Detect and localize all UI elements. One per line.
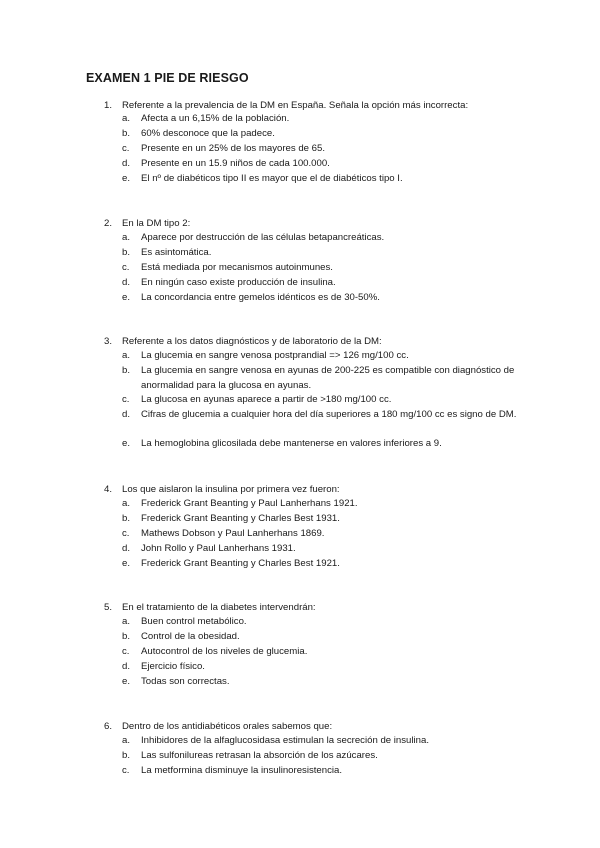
option-text: El nº de diabéticos tipo II es mayor que el de diabéticos tipo I. [141,173,403,184]
option-text: La metformina disminuye la insulinoresistencia. [141,765,343,776]
option-text: Frederick Grant Beanting y Paul Lanherhans 1921. [141,498,358,509]
option-letter: b. [122,365,131,376]
option-text: En ningún caso existe producción de insulina. [141,277,336,288]
option-letter: b. [122,128,131,139]
option-text: Cifras de glucemia a cualquier hora del día superiores a 180 mg/100 cc es signo de DM. [141,409,517,420]
question-number: 1. [104,100,113,111]
option-letter: e. [122,676,131,687]
option-text: Inhibidores de la alfaglucosidasa estimulan la secreción de insulina. [141,735,429,746]
option-letter: c. [122,528,130,539]
option-letter: b. [122,750,131,761]
option-letter: e. [122,173,131,184]
option-text: Aparece por destrucción de las células betapancreáticas. [141,232,385,243]
question-number: 5. [104,602,113,613]
question-number: 3. [104,336,113,347]
option-letter: e. [122,558,131,569]
option-letter: a. [122,616,131,627]
option-text: Afecta a un 6,15% de la población. [141,113,290,124]
question-text: Los que aislaron la insulina por primera vez fueron: [122,484,340,495]
option-text: Autocontrol de los niveles de glucemia. [141,646,308,657]
option-text: John Rollo y Paul Lanherhans 1931. [141,543,296,554]
question-text: Referente a los datos diagnósticos y de laboratorio de la DM: [122,336,382,347]
option-letter: a. [122,350,131,361]
option-letter: c. [122,646,130,657]
option-text: Ejercicio físico. [141,661,205,672]
option-letter: d. [122,661,131,672]
option-letter: a. [122,113,131,124]
option-letter: a. [122,735,131,746]
option-letter: c. [122,262,130,273]
option-text: La concordancia entre gemelos idénticos es de 30-50%. [141,292,380,303]
option-text: La glucemia en sangre venosa postprandial => 126 mg/100 cc. [141,350,409,361]
option-text: La glucemia en sangre venosa en ayunas de 200-225 es compatible con diagnóstico de anormalidad para la glucosa en ayunas. [141,365,515,391]
option-letter: c. [122,394,130,405]
option-letter: b. [122,247,131,258]
option-text: Frederick Grant Beanting y Charles Best 1931. [141,513,340,524]
question-text: Dentro de los antidiabéticos orales sabemos que: [122,721,333,732]
question-number: 6. [104,721,113,732]
question-text: Referente a la prevalencia de la DM en España. Señala la opción más incorrecta: [122,100,469,111]
option-text: Mathews Dobson y Paul Lanherhans 1869. [141,528,325,539]
option-text: 60% desconoce que la padece. [141,128,275,139]
option-text: Frederick Grant Beanting y Charles Best 1921. [141,558,340,569]
option-text: Control de la obesidad. [141,631,240,642]
option-letter: b. [122,631,131,642]
option-text: Todas son correctas. [141,676,230,687]
option-letter: b. [122,513,131,524]
option-text: Es asintomática. [141,247,212,258]
question-text: En el tratamiento de la diabetes intervendrán: [122,602,316,613]
option-text: Presente en un 25% de los mayores de 65. [141,143,325,154]
option-letter: d. [122,543,131,554]
option-text: La hemoglobina glicosilada debe mantenerse en valores inferiores a 9. [141,438,442,449]
option-letter: c. [122,143,130,154]
option-letter: d. [122,158,131,169]
option-letter: d. [122,409,131,420]
option-text: Presente en un 15.9 niños de cada 100.000. [141,158,330,169]
question-number: 4. [104,484,113,495]
option-text: Buen control metabólico. [141,616,247,627]
question-number: 2. [104,218,113,229]
option-letter: a. [122,232,131,243]
option-text: Está mediada por mecanismos autoinmunes. [141,262,333,273]
option-letter: e. [122,438,131,449]
option-letter: d. [122,277,131,288]
option-letter: c. [122,765,130,776]
option-text: La glucosa en ayunas aparece a partir de >180 mg/100 cc. [141,394,392,405]
option-letter: a. [122,498,131,509]
question-text: En la DM tipo 2: [122,218,191,229]
page-title: EXAMEN 1 PIE DE RIESGO [86,71,249,85]
option-text: Las sulfonilureas retrasan la absorción de los azúcares. [141,750,378,761]
option-letter: e. [122,292,131,303]
